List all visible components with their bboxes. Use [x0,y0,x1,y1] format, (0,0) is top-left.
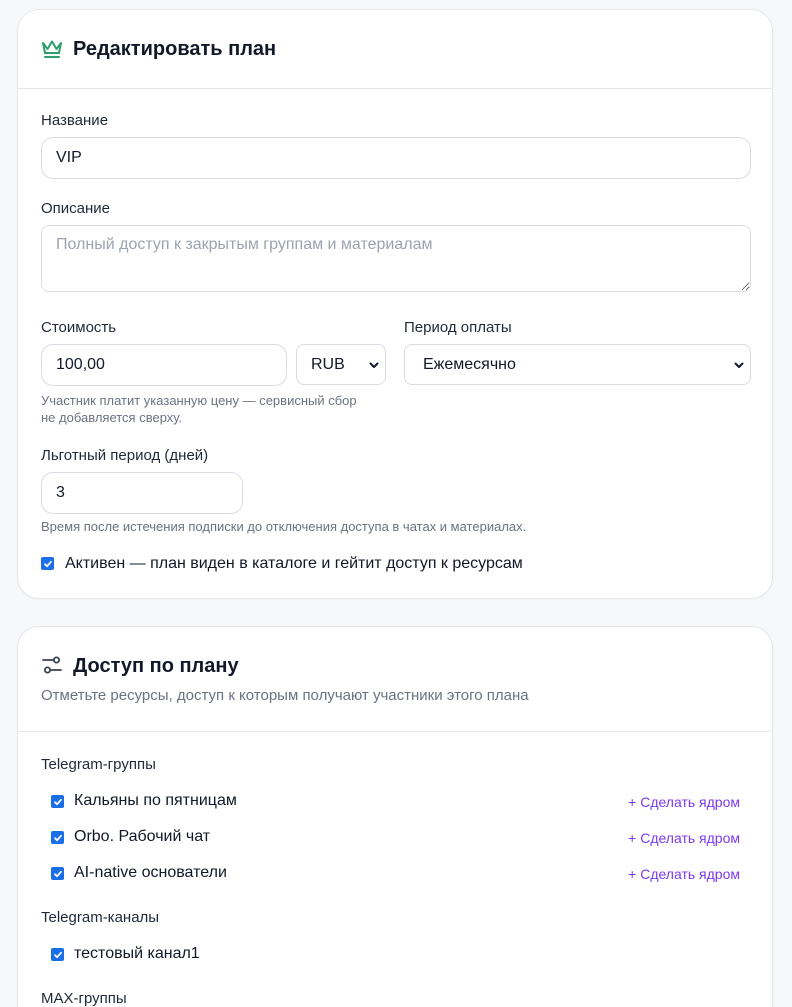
description-label: Описание [41,200,111,217]
price-label: Стоимость [41,319,117,336]
resource-name: AI-native основатели [74,864,227,881]
resource-checkbox[interactable] [51,867,64,880]
access-subtitle: Отметьте ресурсы, доступ к которым получают участники этого плана [41,687,529,704]
plan-access-header [18,627,772,732]
edit-plan-header [18,10,772,89]
crown-icon [40,38,64,60]
price-hint: Участник платит указанную цену — сервисный сбор не добавляется сверху. [41,393,357,425]
resource-name: Кальяны по пятницам [74,792,237,809]
telegram-groups-label: Telegram-группы [41,756,156,773]
billing-period-label: Период оплаты [404,319,512,336]
access-title: Доступ по плану [73,655,239,677]
active-label: Активен — план виден в каталоге и гейтит доступ к ресурсам [65,555,523,572]
grace-period-label: Льготный период (дней) [41,447,209,464]
make-core-link[interactable]: + Сделать ядром [628,830,740,846]
page-title: Редактировать план [73,38,277,60]
make-core-link[interactable]: + Сделать ядром [628,866,740,882]
telegram-channels-label: Telegram-каналы [41,909,160,926]
currency-select[interactable] [296,344,386,385]
sliders-icon [40,654,64,676]
check-icon [43,559,53,569]
name-input[interactable] [41,137,751,179]
check-icon [53,833,63,843]
chevron-down-icon [733,359,745,371]
check-icon [53,950,63,960]
make-core-link[interactable]: + Сделать ядром [628,794,740,810]
check-icon [53,797,63,807]
description-textarea[interactable] [41,225,751,292]
resource-checkbox[interactable] [51,831,64,844]
grace-period-hint: Время после истечения подписки до отключения доступа в чатах и материалах. [41,519,527,534]
active-checkbox[interactable] [41,557,54,570]
billing-period-select[interactable] [404,344,751,385]
edit-plan-card [17,9,773,599]
price-input[interactable] [41,344,287,386]
billing-period-value: Ежемесячно [423,355,516,373]
plan-access-card [17,626,773,1007]
chevron-down-icon [368,359,380,371]
resource-name: тестовый канал1 [74,945,200,962]
name-label: Название [41,112,109,129]
check-icon [53,869,63,879]
resource-checkbox[interactable] [51,948,64,961]
max-groups-label: MAX-группы [41,990,127,1007]
resource-checkbox[interactable] [51,795,64,808]
currency-value: RUB [311,355,345,373]
grace-period-input[interactable] [41,472,243,514]
resource-name: Orbo. Рабочий чат [74,828,211,845]
